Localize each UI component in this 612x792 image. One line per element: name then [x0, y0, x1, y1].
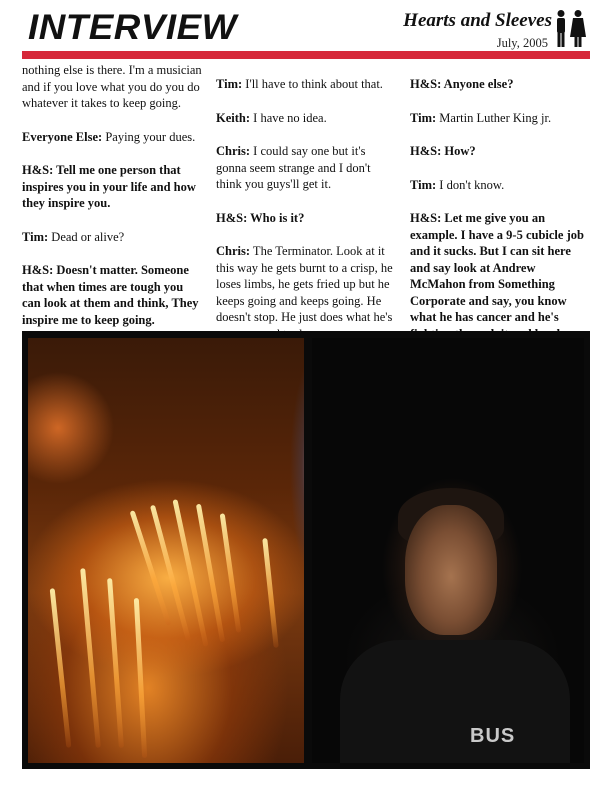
paragraph: Chris: The Terminator. Look at it this way he gets burnt to a crisp, he loses limbs, he gets fried up but he keeps going and keeps going. He doesn't stop. He just does what he's: [216, 244, 393, 324]
light-streaks: [28, 338, 304, 763]
magazine-name: Hearts and Sleeves: [403, 10, 552, 31]
paragraph: H&S: Doesn't matter. Someone that when times are tough you can look at them and think, They inspire me to keep going.: [22, 263, 199, 327]
header-title: INTERVIEW: [28, 8, 237, 47]
drummer-shirt: [340, 640, 570, 763]
red-rule: [22, 51, 590, 59]
couple-figures-icon: [552, 9, 588, 49]
paragraph: Tim: I don't know.: [410, 177, 505, 192]
paragraph: H&S: Let me give you an example. I have a 9-5 cubicle job and it sucks. But I can sit here and say look at Andrew McMahon from Something Corporate and say, you know what he has cancer and he's: [410, 211, 584, 324]
paragraph: H&S: Anyone else?: [410, 77, 514, 91]
paragraph: H&S: Who is it?: [216, 210, 305, 225]
drummer-face: [405, 505, 497, 635]
issue-date: July, 2005: [496, 36, 548, 50]
paragraph: H&S: Tell me one person that inspires you in your life and how they inspire you.: [22, 163, 196, 210]
paragraph: H&S: How?: [410, 144, 476, 158]
paragraph: nothing else is there. I'm a musician and if you love what you do you do whatever it takes to keep going.: [22, 63, 202, 110]
paragraph: Tim: Martin Luther King jr.: [410, 110, 552, 125]
paragraph: Everyone Else: Paying your dues.: [22, 129, 196, 144]
paragraph: Keith: I have no idea.: [216, 110, 327, 125]
paragraph: Tim: I'll have to think about that.: [216, 77, 383, 91]
paragraph: Chris: I could say one but it's gonna seem strange and I don't think you guys'll get it.: [216, 144, 371, 191]
text-column-2: [216, 76, 396, 359]
paragraph: Tim: Dead or alive?: [22, 229, 125, 244]
shirt-print: BUS: [470, 725, 516, 747]
text-column-1: [22, 62, 202, 345]
